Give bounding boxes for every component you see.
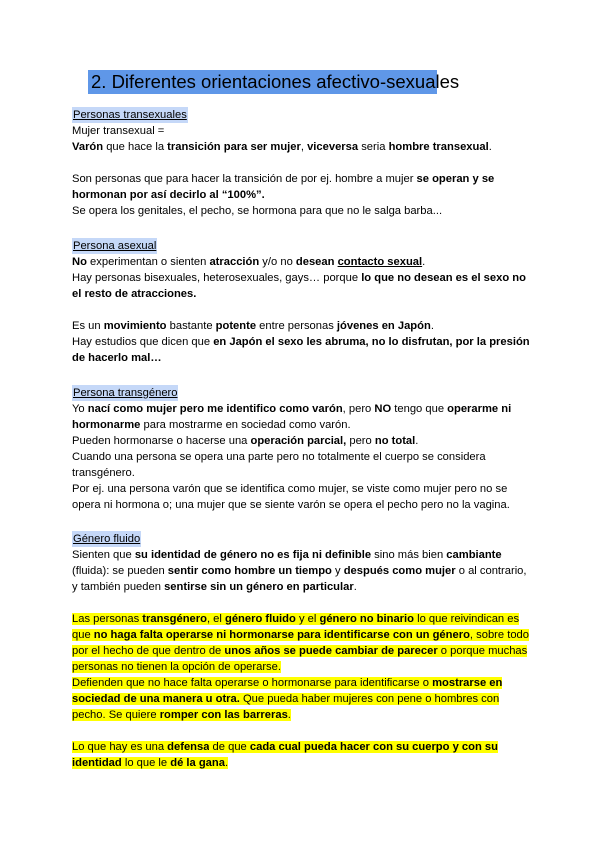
text-run: viceversa <box>307 141 359 153</box>
text-run: (fluida): se pueden <box>72 565 168 577</box>
text-run: y/o no <box>259 256 296 268</box>
highlighted-paragraph <box>72 739 532 771</box>
text-run: atracción <box>209 256 260 268</box>
text-run: No <box>72 256 87 268</box>
text-run: Hay estudios que dicen que <box>72 336 214 348</box>
section-heading: Personas transexuales <box>73 109 187 121</box>
text-run: sentir como hombre un tiempo <box>167 565 332 577</box>
section-genero-fluido <box>72 531 532 771</box>
text-run: Hay personas bisexuales, heterosexuales, gays… porque <box>72 272 362 284</box>
text-run: . <box>224 757 229 769</box>
paragraph <box>72 254 532 270</box>
text-run: sino más bien <box>371 549 447 561</box>
text-run: después como mujer <box>343 565 456 577</box>
section-heading: Persona transgénero <box>73 387 178 399</box>
text-run: contacto sexual <box>337 256 423 268</box>
text-run: , <box>300 141 308 153</box>
text-run: que hace la <box>103 141 168 153</box>
text-run: y el <box>295 613 320 625</box>
text-run: jóvenes en Japón <box>336 320 431 332</box>
paragraph <box>72 270 532 302</box>
text-run: dé la gana <box>170 757 225 769</box>
text-run: unos años se puede cambiar de parecer <box>224 645 438 657</box>
text-run: entre personas <box>256 320 337 332</box>
text-run: operarme ni hormonarme <box>72 403 512 431</box>
text-run: Varón <box>72 141 104 153</box>
text-run: . <box>415 435 419 447</box>
text-run: tengo que <box>391 403 448 415</box>
text-run: género no binario <box>319 613 414 625</box>
text-run: Son personas que para hacer la transición de por ej. hombre a mujer <box>72 173 417 185</box>
text-run: Sienten que <box>72 549 135 561</box>
paragraph: Por ej. una persona varón que se identifica como mujer, se viste como mujer pero no se opera ni hormona o; una mujer que se siente varón se opera el pecho pero no la vagina. <box>72 483 510 511</box>
paragraph: Se opera los genitales, el pecho, se hormona para que no le salga barba... <box>72 205 443 217</box>
text-run: Es un <box>72 320 104 332</box>
text-run: para mostrarme en sociedad como varón. <box>140 419 351 431</box>
text-run: Defienden que no hace falta operarse o hormonarse para identificarse o <box>72 677 433 689</box>
section-transexuales <box>72 107 532 219</box>
text-run: lo que reivindican es que <box>72 613 520 641</box>
text-run: transgénero <box>142 613 207 625</box>
paragraph <box>72 171 532 203</box>
text-run: . <box>430 320 434 332</box>
section-heading: Género fluido <box>73 533 141 545</box>
text-run: . <box>353 581 357 593</box>
text-run: cada cual pueda hacer con su cuerpo y con su identidad <box>72 741 498 769</box>
text-run: , sobre todo por el hecho de que dentro de <box>72 629 529 657</box>
paragraph <box>72 139 532 155</box>
text-run: y <box>331 565 344 577</box>
text-run: defensa <box>167 741 210 753</box>
text-run: Pueden hormonarse o hacerse una <box>72 435 251 447</box>
text-run: lo que le <box>121 757 171 769</box>
paragraph: Mujer transexual = <box>72 125 165 137</box>
highlighted-paragraph <box>72 675 532 723</box>
paragraph <box>72 318 532 334</box>
text-run: de que <box>209 741 250 753</box>
text-run: . <box>287 709 291 721</box>
text-run: o al contrario, y también pueden <box>72 565 527 593</box>
paragraph <box>72 334 532 366</box>
text-run: Yo <box>72 403 88 415</box>
text-run: , el <box>206 613 225 625</box>
text-run: Que pueda haber mujeres con pene o hombres con pecho. Se quiere <box>72 693 500 721</box>
text-run: . <box>488 141 492 153</box>
text-run: potente <box>215 320 257 332</box>
text-run: movimiento <box>103 320 167 332</box>
paragraph: Cuando una persona se opera una parte pero no totalmente el cuerpo se considera transgénero. <box>72 451 486 479</box>
paragraph <box>72 401 532 433</box>
text-run: romper con las barreras <box>159 709 288 721</box>
text-run: , pero <box>342 403 375 415</box>
text-run: desean <box>295 256 335 268</box>
text-run: hombre transexual <box>388 141 489 153</box>
text-run: cambiante <box>446 549 502 561</box>
paragraph <box>72 547 532 595</box>
text-run: . <box>422 256 426 268</box>
section-asexual <box>72 238 532 366</box>
text-run: sentirse sin un género en particular <box>164 581 354 593</box>
paragraph <box>72 433 532 449</box>
text-run: NO <box>374 403 392 415</box>
text-run: bastante <box>166 320 216 332</box>
text-run: lo que no desean es el sexo no el resto de atracciones. <box>72 272 526 300</box>
text-run: Lo que hay es una <box>72 741 168 753</box>
text-run: operación parcial, <box>250 435 347 447</box>
text-run: experimentan o sienten <box>86 256 210 268</box>
text-run: en Japón el sexo les abruma, no lo disfrutan, por la presión de hacerlo mal… <box>72 336 530 364</box>
text-run: su identidad de género no es fija ni definible <box>134 549 372 561</box>
text-run: género fluido <box>224 613 296 625</box>
text-run: no haga falta operarse ni hormonarse para identificarse con un género <box>93 629 470 641</box>
text-run: o porque muchas personas no tienen la opción de operarse. <box>72 645 528 673</box>
text-run: pero <box>346 435 375 447</box>
text-run: nací como mujer pero me identifico como varón <box>87 403 343 415</box>
highlighted-paragraph <box>72 611 532 675</box>
section-transgenero <box>72 385 532 513</box>
text-run: no total <box>374 435 416 447</box>
text-run: mostrarse en sociedad de una manera u otra. <box>72 677 503 705</box>
text-run: se operan y se hormonan por así decirlo al “100%”. <box>72 173 495 201</box>
text-run: seria <box>358 141 389 153</box>
section-heading: Persona asexual <box>73 240 157 252</box>
page-title: 2. Diferentes orientaciones afectivo-sexuales <box>88 70 437 94</box>
text-run: transición para ser mujer <box>167 141 301 153</box>
text-run: Las personas <box>72 613 143 625</box>
